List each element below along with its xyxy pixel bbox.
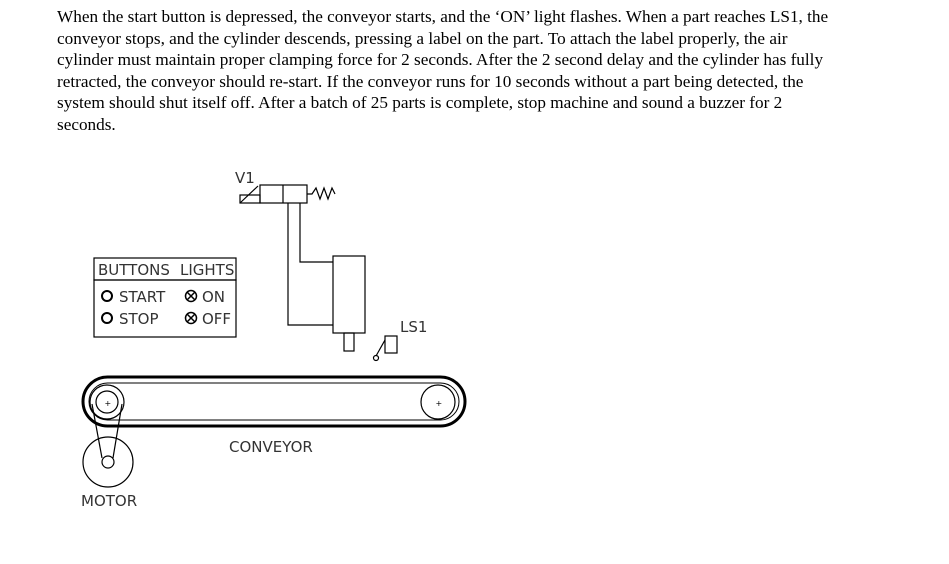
problem-line: system should shut itself off. After a batch of 25 parts is complete, stop machine and sound a buzzer for 2 xyxy=(57,93,783,112)
problem-line: cylinder must maintain proper clamping force for 2 seconds. After the 2 second delay and the cylinder has fully xyxy=(57,50,824,69)
problem-line: When the start button is depressed, the conveyor starts, and the ‘ON’ light flashes. When a part reaches LS1, the xyxy=(57,7,829,26)
start-button-icon[interactable] xyxy=(102,291,112,301)
air-cylinder xyxy=(333,256,365,351)
valve-label: V1 xyxy=(235,169,255,187)
conveyor-label: CONVEYOR xyxy=(229,438,313,456)
start-button-label: START xyxy=(119,288,166,306)
cylinder-rod xyxy=(344,333,354,351)
problem-line: conveyor stops, and the cylinder descends, pressing a label on the part. To attach the label properly, the air xyxy=(57,28,788,48)
control-panel xyxy=(94,258,236,337)
svg-text:+: + xyxy=(104,399,112,408)
conveyor xyxy=(83,377,465,456)
buttons-header: BUTTONS xyxy=(98,261,170,279)
drive-belt-right xyxy=(113,404,122,458)
cylinder-barrel xyxy=(333,256,365,333)
valve-v1 xyxy=(235,169,335,203)
lights-header: LIGHTS xyxy=(180,261,235,279)
problem-line: seconds. xyxy=(57,114,116,134)
conveyor-belt-outer xyxy=(83,377,465,426)
on-light-label: ON xyxy=(202,288,226,306)
stop-button-label: STOP xyxy=(119,310,159,328)
on-light-icon xyxy=(186,291,197,302)
limit-switch-body xyxy=(385,336,397,353)
motor-pulley xyxy=(83,437,133,487)
air-lines xyxy=(288,203,333,325)
motor-label: MOTOR xyxy=(81,492,138,510)
limit-switch-label: LS1 xyxy=(400,318,428,336)
valve-actuator xyxy=(240,195,260,203)
drive-belt-left xyxy=(92,404,102,458)
limit-switch-ls1 xyxy=(374,318,428,361)
svg-text:+: + xyxy=(435,399,443,408)
problem-line: retracted, the conveyor should re-start. If the conveyor runs for 10 seconds without a part being detected, the xyxy=(57,71,804,91)
off-light-label: OFF xyxy=(202,310,232,328)
conveyor-belt-inner xyxy=(89,383,459,420)
valve-spring xyxy=(307,188,335,199)
off-light-icon xyxy=(186,313,197,324)
stop-button-icon[interactable] xyxy=(102,313,112,323)
